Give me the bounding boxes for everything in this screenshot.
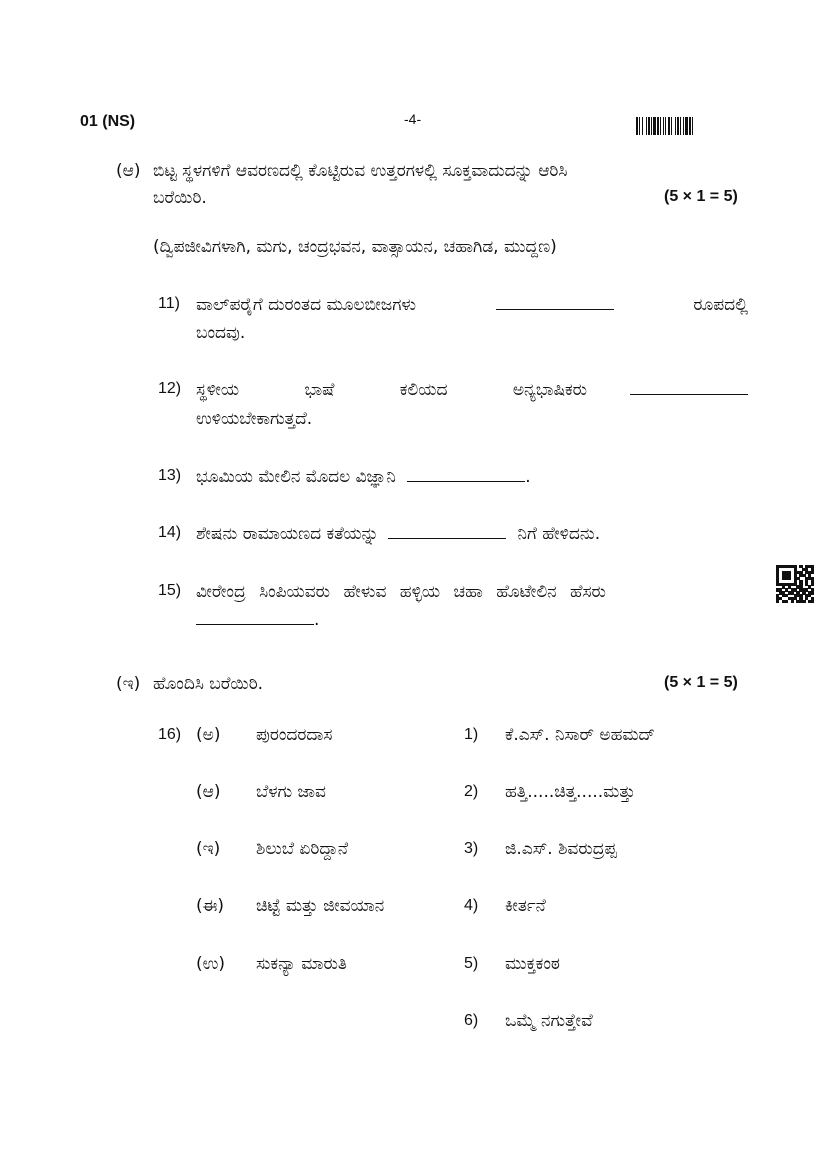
q14-text-part2: ನಿಗೆ ಹೇಳಿದನು. bbox=[517, 524, 601, 544]
section-aa-instruction-line2: ಬರೆಯಿರಿ. bbox=[153, 188, 207, 208]
right-item-text: ಹತ್ತಿ.....ಚಿತ್ತ.....ಮತ್ತು bbox=[505, 782, 636, 802]
section-aa-label: (ಆ) bbox=[116, 161, 141, 181]
q12-blank bbox=[630, 380, 748, 395]
left-item-key: (ಈ) bbox=[196, 896, 225, 916]
q11-line2: ಬಂದವು. bbox=[196, 323, 246, 343]
q11-text-part1: ವಾಲ್‌ಪರೈಗೆ ದುರಂತದ ಮೂಲಬೀಜಗಳು bbox=[196, 295, 417, 315]
q15-line1 bbox=[196, 579, 748, 605]
right-item-text: ಕೀರ್ತನೆ bbox=[505, 896, 546, 916]
q12-line1 bbox=[196, 377, 748, 403]
left-item-text: ಪುರಂದರದಾಸ bbox=[256, 725, 333, 745]
q16-number: 16) bbox=[158, 726, 182, 743]
q11-blank bbox=[496, 295, 614, 310]
right-item-number: 2) bbox=[464, 783, 479, 800]
left-item-text: ಸುಕನ್ಯಾ ಮಾರುತಿ bbox=[256, 954, 347, 974]
q13-text-part2: . bbox=[525, 467, 531, 487]
q13-text-part1: ಭೂಮಿಯ ಮೇಲಿನ ಮೊದಲ ವಿಜ್ಞಾನಿ bbox=[196, 467, 396, 487]
right-item-number: 4) bbox=[464, 897, 479, 914]
q15-line2 bbox=[196, 607, 319, 633]
q14-text-part1: ಶೇಷನು ರಾಮಾಯಣದ ಕತೆಯನ್ನು bbox=[196, 524, 379, 544]
right-item-text: ಒಮ್ಮೆ ನಗುತ್ತೇವೆ bbox=[505, 1011, 593, 1031]
qr-code bbox=[776, 565, 814, 603]
section-i-instruction: ಹೊಂದಿಸಿ ಬರೆಯಿರಿ. bbox=[153, 674, 264, 694]
left-item-text: ಬೆಳಗು ಜಾವ bbox=[256, 782, 326, 802]
left-item-text: ಶಿಲುಬೆ ಏರಿದ್ದಾನೆ bbox=[256, 839, 349, 859]
left-item-key: (ಇ) bbox=[196, 839, 221, 859]
right-item-number: 6) bbox=[464, 1012, 479, 1029]
q15-text-part2: . bbox=[314, 610, 320, 630]
q11-number: 11) bbox=[158, 295, 180, 312]
options-list: (ದ್ವಿಪಜೀವಿಗಳಾಗಿ, ಮಗು, ಚಂದ್ರಭವನ, ವಾತ್ಸಾಯನ, ಚಹಾಗಿಡ, ಮುದ್ದಣ) bbox=[153, 237, 557, 257]
right-item-number: 1) bbox=[464, 726, 479, 743]
left-item-key: (ಆ) bbox=[196, 782, 221, 802]
q13-line bbox=[196, 464, 531, 490]
q15-number: 15) bbox=[158, 582, 182, 599]
left-item-key: (ಅ) bbox=[196, 725, 221, 745]
paper-code: 01 (NS) bbox=[80, 113, 136, 130]
right-item-number: 5) bbox=[464, 955, 479, 972]
q14-blank bbox=[388, 524, 506, 539]
q14-line bbox=[196, 521, 600, 547]
left-item-text: ಚಿಟ್ಟೆ ಮತ್ತು ಜೀವಯಾನ bbox=[256, 896, 385, 916]
q12-line2: ಉಳಿಯಬೇಕಾಗುತ್ತದೆ. bbox=[196, 409, 313, 429]
barcode bbox=[636, 117, 744, 135]
q11-line1 bbox=[196, 292, 748, 318]
right-item-number: 3) bbox=[464, 840, 479, 857]
right-item-text: ಮುಕ್ತಕಂಠ bbox=[505, 954, 560, 974]
right-item-text: ಜಿ.ಎಸ್. ಶಿವರುದ್ರಪ್ಪ bbox=[505, 839, 617, 859]
q14-number: 14) bbox=[158, 524, 182, 541]
q15-blank bbox=[196, 610, 314, 625]
section-aa-instruction-line1: ಬಿಟ್ಟ ಸ್ಥಳಗಳಿಗೆ ಆವರಣದಲ್ಲಿ ಕೊಟ್ಟಿರುವ ಉತ್ತರಗಳಲ್ಲಿ ಸೂಕ್ತವಾದುದನ್ನು ಆರಿಸಿ bbox=[153, 161, 568, 181]
q12-number: 12) bbox=[158, 380, 182, 397]
page-number: -4- bbox=[404, 111, 422, 127]
right-item-text: ಕೆ.ಎಸ್. ನಿಸಾರ್ ಅಹಮದ್ bbox=[505, 725, 656, 745]
q15-text-part1: ವೀರೇಂದ್ರ ಸಿಂಪಿಯವರು ಹೇಳುವ ಹಳ್ಳಿಯ ಚಹಾ ಹೊಟೇಲಿನ ಹೆಸರು bbox=[196, 582, 606, 602]
section-i-label: (ಇ) bbox=[116, 674, 141, 694]
q11-text-part2: ರೂಪದಲ್ಲಿ bbox=[693, 295, 748, 315]
q13-blank bbox=[407, 467, 525, 482]
section-aa-marks: (5 × 1 = 5) bbox=[664, 188, 738, 205]
section-i-marks: (5 × 1 = 5) bbox=[664, 674, 738, 691]
q13-number: 13) bbox=[158, 467, 182, 484]
q12-text-part1: ಸ್ಥಳೀಯ ಭಾಷೆ ಕಲಿಯದ ಅನ್ಯಭಾಷಿಕರು bbox=[196, 380, 588, 400]
left-item-key: (ಉ) bbox=[196, 954, 226, 974]
